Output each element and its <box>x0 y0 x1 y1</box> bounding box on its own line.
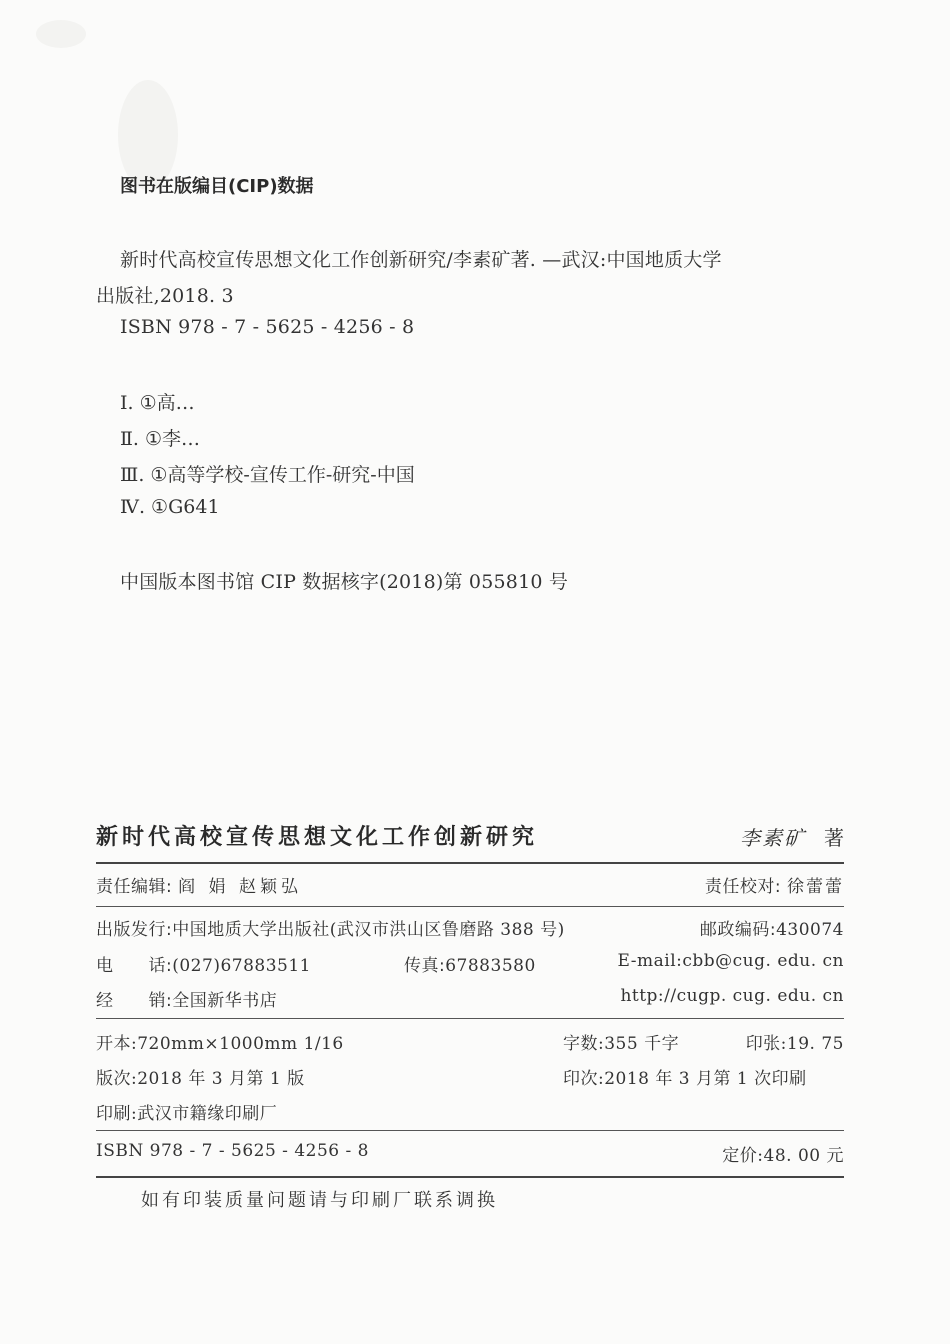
proof-value: 徐蕾蕾 <box>787 877 844 897</box>
tel-value: (027)67883511 <box>172 956 311 976</box>
author-line <box>740 822 844 851</box>
format: 开本:720mm×1000mm 1/16 <box>96 1034 344 1054</box>
price: 定价:48. 00 元 <box>722 1146 844 1166</box>
author-role: 著 <box>824 826 844 850</box>
cip-record-line-2: 出版社,2018. 3 <box>96 285 234 307</box>
publisher <box>96 915 565 940</box>
editor-value: 阎 娟 赵颖弘 <box>178 877 302 897</box>
fax-value: 67883580 <box>445 956 536 976</box>
divider <box>96 1130 844 1131</box>
cip-record-line-1: 新时代高校宣传思想文化工作创新研究/李素矿著. —武汉:中国地质大学 <box>120 249 722 271</box>
printing: 印次:2018 年 3 月第 1 次印刷 <box>563 1069 807 1089</box>
cip-heading: 图书在版编目(CIP)数据 <box>120 176 314 197</box>
edition: 版次:2018 年 3 月第 1 版 <box>96 1069 305 1089</box>
telephone <box>96 951 311 976</box>
fax-label: 传真: <box>404 956 446 976</box>
divider <box>96 1176 844 1178</box>
divider <box>96 862 844 864</box>
classification-2: Ⅱ. ①李… <box>120 428 201 450</box>
postal-code <box>700 915 844 940</box>
fax <box>404 951 536 976</box>
publisher-value: 中国地质大学出版社(武汉市洪山区鲁磨路 388 号) <box>172 920 565 940</box>
responsible-proofreader <box>705 872 844 897</box>
imprint-isbn: ISBN 978 - 7 - 5625 - 4256 - 8 <box>96 1141 369 1161</box>
editor-label: 责任编辑: <box>96 877 173 897</box>
responsible-editor <box>96 872 302 897</box>
email: E-mail:cbb@cug. edu. cn <box>617 951 844 971</box>
printer: 印刷:武汉市籍缘印刷厂 <box>96 1104 278 1124</box>
divider <box>96 906 844 907</box>
quality-notice: 如有印装质量问题请与印刷厂联系调换 <box>141 1190 498 1211</box>
paper-smudge <box>36 20 86 48</box>
classification-1: Ⅰ. ①高… <box>120 392 195 414</box>
zip-label: 邮政编码: <box>699 920 777 940</box>
book-title: 新时代高校宣传思想文化工作创新研究 <box>96 824 539 850</box>
website: http://cugp. cug. edu. cn <box>620 986 844 1006</box>
tel-label: 电 话: <box>96 956 173 976</box>
word-count: 字数:355 千字 <box>563 1034 680 1054</box>
author-name: 李素矿 <box>740 826 806 850</box>
classification-3: Ⅲ. ①高等学校-宣传工作-研究-中国 <box>120 464 415 486</box>
cip-number: 中国版本图书馆 CIP 数据核字(2018)第 055810 号 <box>120 571 569 593</box>
proof-label: 责任校对: <box>704 877 782 897</box>
dist-label: 经 销: <box>96 991 173 1011</box>
cip-isbn: ISBN 978 - 7 - 5625 - 4256 - 8 <box>120 316 415 338</box>
publisher-label: 出版发行: <box>96 920 173 940</box>
printed-sheets: 印张:19. 75 <box>745 1034 844 1054</box>
divider <box>96 1018 844 1019</box>
distributor <box>96 986 277 1011</box>
classification-4: Ⅳ. ①G641 <box>120 496 220 518</box>
dist-value: 全国新华书店 <box>172 991 278 1011</box>
zip-value: 430074 <box>776 920 844 940</box>
